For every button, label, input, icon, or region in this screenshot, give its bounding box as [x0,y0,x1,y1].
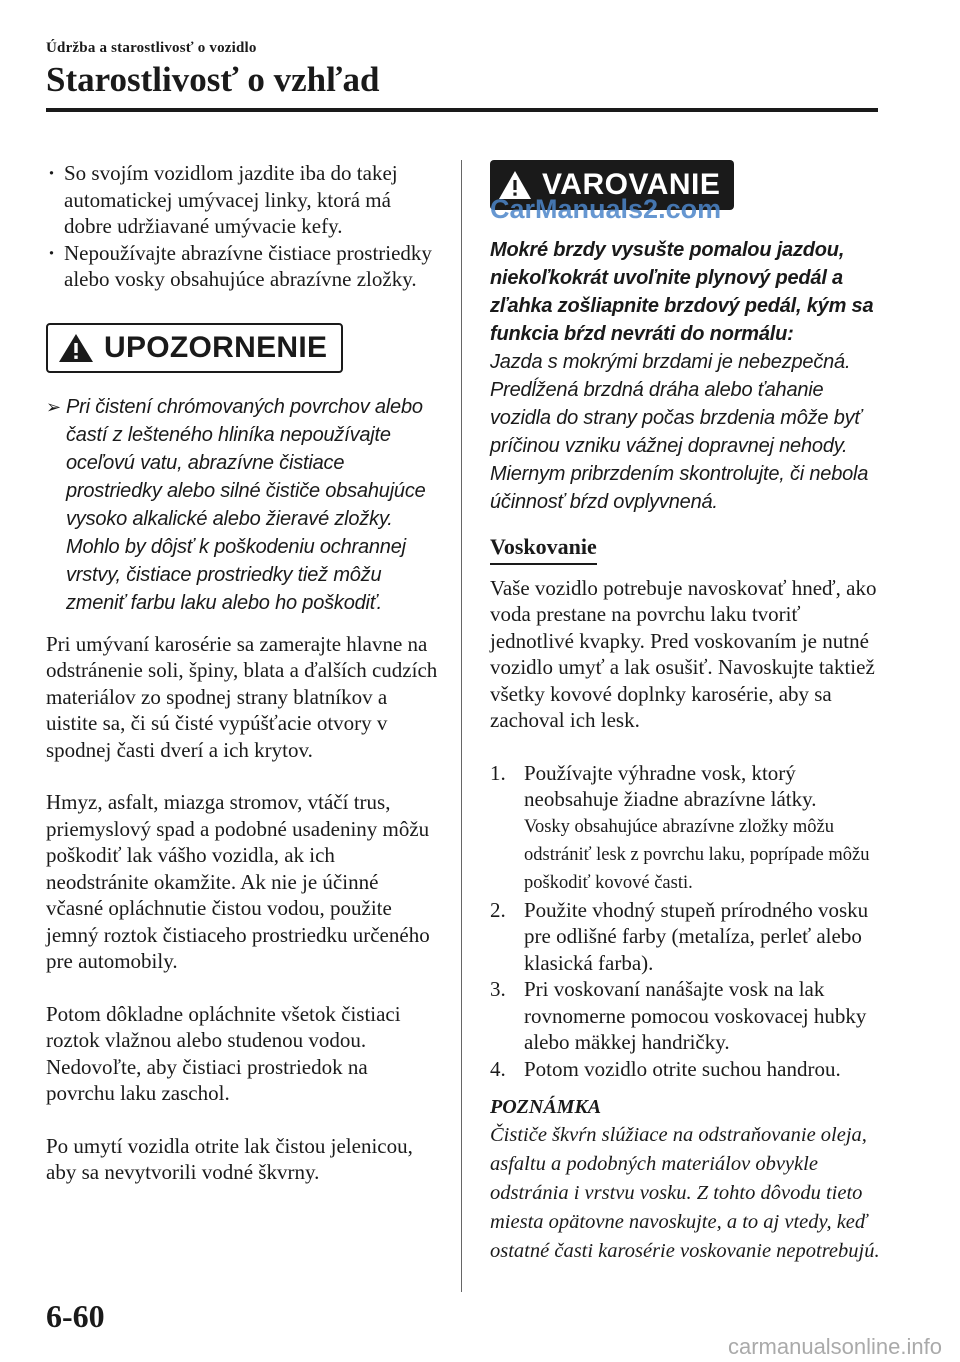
left-column [46,160,438,1186]
body-paragraph: Pri umývaní karosérie sa zamerajte hlavne na odstránenie soli, špiny, blata a ďalších cudzích materiálov zo spodnej strany blatníkov a uistite sa, či sú čisté vypúšťacie otvory v spodnej časti dverí a ich krytov. [46,631,438,762]
body-paragraph: Hmyz, asfalt, miazga stromov, vtáčí trus, priemyslový spad a podobné usadeniny môžu poškodiť lak vášho vozidla, ak ich neodstránite okamžite. Ak nie je účinné včasné opláchnutie čistou vodou, použite jemný roztok čistiaceho prostriedku určeného pre automobily. [46,790,430,973]
warning-bold-text: Mokré brzdy vysušte pomalou jazdou, niekoľkokrát uvoľnite plynový pedál a zľahka zošliapnite brzdový pedál, kým sa funkcia bŕzd nevráti do normálu: [490,239,874,345]
list-item [490,760,885,897]
warning-text: Jazda s mokrými brzdami je nebezpečná. Predĺžená brzdná dráha alebo ťahanie vozidla do strany počas brzdenia môže byť príčinou vzniku vážnej dopravnej nehody. Miernym pribrzdením skontrolujte, či nebola účinnosť bŕzd ovplyvnená. [490,351,869,513]
list-item: · Nepoužívajte abrazívne čistiace prostriedky alebo vosky obsahujúce abrazívne zložky. [46,240,438,293]
step-number: 4. [490,1056,506,1081]
step-text: Používajte výhradne vosk, ktorý neobsahuje žiadne abrazívne látky. [524,760,817,811]
body-paragraph: Potom dôkladne opláchnite všetok čistiaci roztok vlažnou alebo studenou vodou. Nedovoľte, aby čistiaci prostriedok na povrchu laku zaschol. [46,1001,401,1105]
breadcrumb: Údržba a starostlivosť o vozidlo [46,40,257,56]
right-column [490,160,885,1266]
list-item [490,897,885,977]
column-divider [461,160,462,1292]
step-number: 3. [490,977,506,1001]
list-item [490,976,885,1056]
note-title: POZNÁMKA [490,1096,602,1118]
body-paragraph: Po umytí vozidla otrite lak čistou jelenicou, aby sa nevytvorili vodné škvrny. [46,1133,413,1184]
caution-badge [46,323,343,373]
step-number: 2. [490,897,506,922]
arrow-right-icon: ➢ [46,396,61,417]
warning-triangle-icon [58,333,94,363]
footer-watermark: carmanualsonline.info [727,1334,942,1359]
step-text: Pri voskovaní nanášajte vosk na lak rovnomerne pomocou voskovacej hubky alebo mäkkej handričky. [524,977,867,1054]
title-rule [46,108,878,112]
page-title: Starostlivosť o vzhľad [46,60,380,99]
list-item: · So svojím vozidlom jazdite iba do takej automatickej umývacej linky, ktorá má dobre udržiavané umývacie kefy. [46,160,438,240]
step-text: Potom vozidlo otrite suchou handrou. [524,1056,841,1081]
page-number: 6-60 [46,1298,105,1334]
step-subnote: Vosky obsahujúce abrazívne zložky môžu odstrániť lesk z povrchu laku, poprípade môžu poškodiť kovové časti. [524,816,870,893]
caution-item [46,393,438,617]
caution-label: UPOZORNENIE [104,330,328,364]
list-item [490,1056,885,1083]
steps-list [490,760,885,1083]
section-heading: Voskovanie [490,534,597,565]
step-number: 1. [490,760,506,785]
warning-label: VAROVANIE [542,168,721,201]
bullet-list [46,160,438,293]
note-text: Čističe škvŕn slúžiace na odstraňovanie oleja, asfaltu a podobných materiálov obvykle odstránia i vrstvu vosku. Z tohto dôvodu tieto miesta opätovne navoskujte, a to aj vtedy, keď ostatné časti karosérie voskovanie nepotrebujú. [490,1123,880,1262]
body-paragraph: Vaše vozidlo potrebuje navoskovať hneď, ako voda prestane na povrchu laku tvoriť jednotlivé kvapky. Pred voskovaním je nutné vozidlo umyť a lak osušiť. Navoskujte taktiež všetky kovové doplnky karosérie, aby sa zachoval ich lesk. [490,575,877,732]
caution-text: Pri čistení chrómovaných povrchov alebo častí z lešteného hliníka nepoužívajte oceľovú vatu, abrazívne čistiace prostriedky alebo silné čističe obsahujúce vysoko alkalické alebo žieravé zložky. Mohlo by dôjsť k poškodeniu ochrannej vrstvy, čistiace prostriedky tiež môžu zmeniť farbu laku alebo ho poškodiť. [66,395,426,614]
step-text: Použite vhodný stupeň prírodného vosku pre odlišné farby (metalíza, perleť alebo klasická farba). [524,897,869,975]
watermark-text: CarManuals2.com [490,194,722,224]
